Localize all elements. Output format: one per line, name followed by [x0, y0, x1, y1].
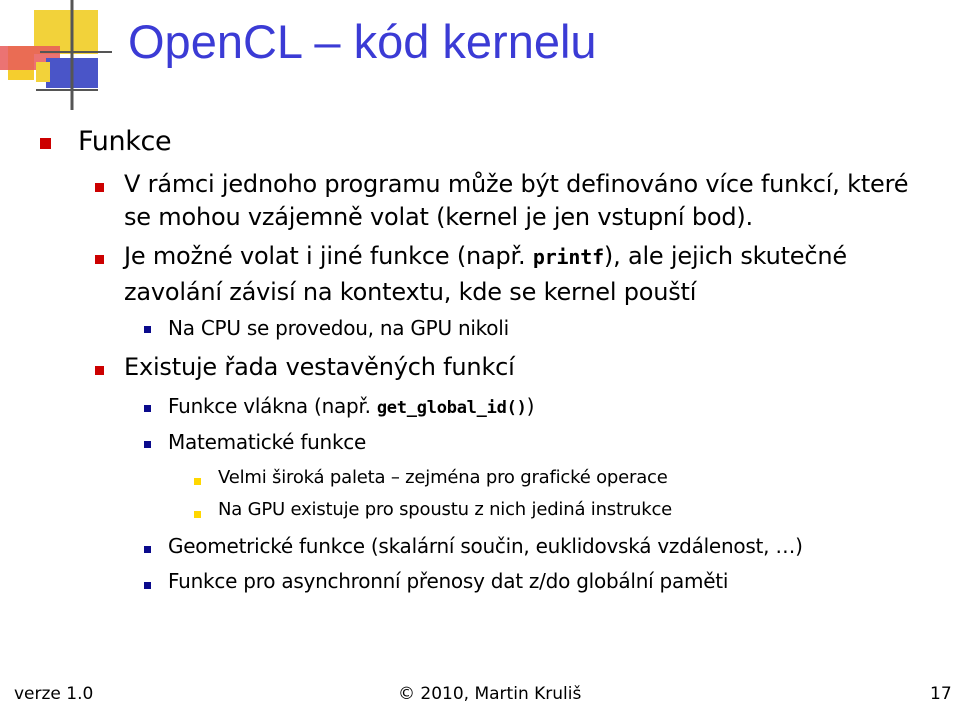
bullet-icon [144, 582, 151, 589]
subbullet-cpu-gpu: Na CPU se provedou, na GPU nikoli [168, 316, 509, 340]
heading-funkce: Funkce [78, 126, 172, 157]
bullet-icon [144, 441, 151, 448]
subbullet-math-functions: Matematické funkce [168, 430, 367, 454]
bullet-icon [144, 405, 151, 412]
bullet-functions-in-program-line2: se mohou vzájemně volat (kernel je jen vstupní bod). [124, 203, 753, 231]
opencl-decorative-squares-icon [0, 0, 120, 120]
subbullet-geometric-functions: Geometrické funkce (skalární součin, euklidovská vzdálenost, …) [168, 534, 803, 558]
code-get-global-id: get_global_id() [376, 398, 527, 418]
subsubbullet-single-instruction: Na GPU existuje pro spoustu z nich jediná instrukce [218, 499, 673, 520]
bullet-icon [194, 511, 201, 518]
subbullet-thread-functions [168, 394, 534, 418]
bullet-icon [95, 183, 104, 192]
bullet-other-functions-line2: zavolání závisí na kontextu, kde se kernel pouští [124, 278, 697, 306]
subbullet-thread-functions-text: Funkce vlákna (např. [168, 394, 377, 418]
bullet-icon [40, 138, 51, 149]
subsubbullet-wide-palette: Velmi široká paleta – zejména pro grafické operace [218, 467, 668, 488]
bullet-other-functions-line1 [124, 242, 847, 270]
bullet-icon [144, 326, 151, 333]
subbullet-thread-functions-tail: ) [526, 394, 535, 418]
footer-copyright: © 2010, Martin Kruliš [398, 684, 582, 704]
bullet-other-functions-text-tail: ), ale jejich skutečné [603, 242, 847, 270]
bullet-icon [95, 366, 104, 375]
footer-page-number: 17 [930, 684, 952, 704]
bullet-icon [194, 478, 201, 485]
slide-title: OpenCL – kód kernelu [128, 15, 597, 68]
footer-version: verze 1.0 [14, 684, 94, 704]
subbullet-async-transfers: Funkce pro asynchronní přenosy dat z/do globální paměti [168, 569, 729, 593]
bullet-icon [144, 546, 151, 553]
bullet-functions-in-program-line1: V rámci jednoho programu může být definováno více funkcí, které [124, 170, 909, 198]
code-printf: printf [532, 245, 604, 269]
bullet-icon [95, 255, 104, 264]
bullet-builtin-functions: Existuje řada vestavěných funkcí [124, 353, 515, 381]
bullet-other-functions-text: Je možné volat i jiné funkce (např. [124, 242, 533, 270]
